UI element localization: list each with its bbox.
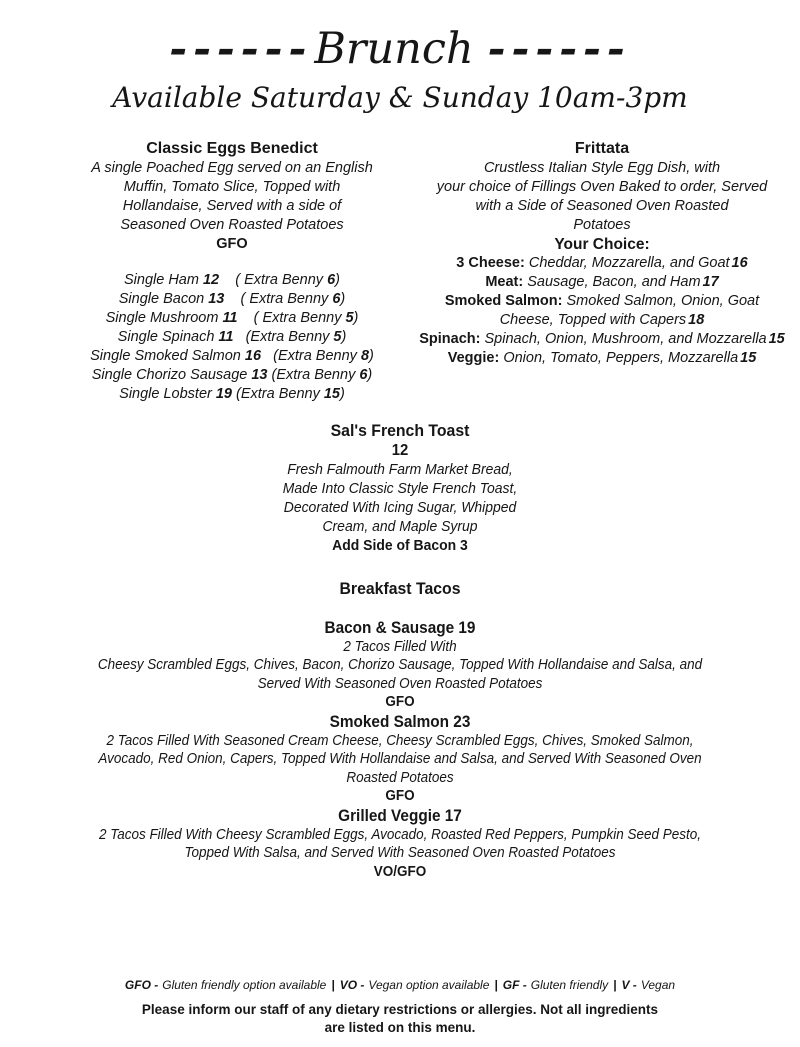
menu-option — [418, 330, 786, 349]
menu-top-columns — [0, 139, 800, 404]
item-extra-close: ) — [340, 290, 346, 307]
taco-description: 2 Tacos Filled With Cheesy Scrambled Eggs, Chives, Bacon, Chorizo Sausage, Topped With Hollandaise and Salsa, and Served With Seasoned Oven Roasted Potatoes — [97, 638, 703, 692]
option-price: 15 — [740, 349, 757, 366]
legend-description: Vegan option available — [368, 978, 490, 992]
french-toast-price: 12 — [391, 441, 409, 459]
legend-description: Vegan — [640, 978, 676, 992]
item-price: 11 — [222, 309, 238, 326]
menu-item — [78, 271, 386, 290]
item-price: 16 — [244, 347, 262, 364]
legend-code: VO - — [339, 978, 365, 992]
eggs-benedict-title: Classic Eggs Benedict — [146, 139, 318, 157]
breakfast-tacos-title: Breakfast Tacos — [339, 578, 461, 598]
item-extra-price: 8 — [360, 347, 370, 364]
legend-description: Gluten friendly option available — [162, 978, 327, 992]
taco-item-bacon-sausage — [28, 618, 772, 712]
option-label: Smoked Salmon: — [444, 292, 563, 309]
item-extra: ( Extra Benny — [240, 290, 329, 307]
taco-description: 2 Tacos Filled With Seasoned Cream Cheese, Cheesy Scrambled Eggs, Chives, Smoked Salmon, Avocado, Red Onion, Capers, Topped With Hollandaise and Salsa, and Served With Seasoned Oven Roasted Potatoes — [98, 732, 702, 786]
taco-badge: GFO — [385, 788, 415, 805]
item-extra-close: ) — [369, 347, 374, 364]
option-description: Smoked Salmon, Onion, Goat Cheese, Topped with Capers — [499, 292, 760, 328]
menu-item — [78, 328, 386, 347]
eggs-benedict-items — [78, 271, 386, 404]
option-description: Onion, Tomato, Peppers, Mozzarella — [503, 349, 739, 366]
menu-item — [78, 366, 386, 385]
section-breakfast-tacos — [28, 578, 772, 882]
menu-title — [0, 22, 800, 78]
menu-item — [78, 385, 386, 404]
menu-option — [418, 292, 786, 330]
item-name: Single Lobster — [119, 385, 212, 402]
option-description: Spinach, Onion, Mushroom, and Mozzarella — [484, 330, 767, 347]
taco-badge: GFO — [385, 694, 415, 711]
option-label: Meat: — [485, 273, 524, 290]
title-dashes-right: ------ — [487, 24, 631, 74]
option-price: 18 — [688, 311, 705, 328]
item-extra-close: ) — [367, 366, 373, 383]
taco-badge: VO/GFO — [373, 863, 427, 880]
item-extra-close: ) — [353, 309, 359, 326]
taco-name: Smoked Salmon 23 — [329, 712, 471, 731]
item-extra: (Extra Benny — [273, 347, 357, 364]
french-toast-title: Sal's French Toast — [330, 420, 470, 440]
item-extra-price: 6 — [327, 271, 336, 288]
section-frittata — [418, 139, 786, 404]
item-extra-price: 6 — [332, 290, 341, 307]
item-price: 12 — [202, 271, 220, 288]
french-toast-description: Fresh Falmouth Farm Market Bread, Made Into Classic Style French Toast, Decorated With Icing Sugar, Whipped Cream, and Maple Syrup — [282, 460, 518, 535]
item-extra-close: ) — [341, 328, 347, 345]
option-label: Spinach: — [419, 330, 481, 347]
menu-item — [78, 347, 386, 366]
legend-separator: | — [494, 978, 498, 992]
section-eggs-benedict — [78, 139, 386, 404]
option-price: 15 — [768, 330, 785, 347]
menu-option — [418, 349, 786, 368]
item-extra-price: 15 — [323, 385, 340, 402]
item-name: Single Chorizo Sausage — [91, 366, 248, 383]
taco-item-grilled-veggie — [28, 806, 772, 882]
item-extra-price: 5 — [345, 309, 354, 326]
section-french-toast — [28, 420, 772, 555]
allergy-notice: Please inform our staff of any dietary restrictions or allergies. Not all ingredients are listed on this menu. — [141, 1002, 659, 1035]
item-extra: (Extra Benny — [245, 328, 330, 345]
item-extra: (Extra Benny — [271, 366, 356, 383]
option-price: 16 — [731, 254, 748, 271]
frittata-choice-heading: Your Choice: — [554, 235, 650, 253]
legend-code: GF - — [502, 978, 527, 992]
legend-separator: | — [613, 978, 617, 992]
item-name: Single Spinach — [117, 328, 215, 345]
legend-separator: | — [331, 978, 335, 992]
option-price: 17 — [702, 273, 719, 290]
menu-title-text: Brunch — [314, 24, 474, 74]
item-extra: ( Extra Benny — [235, 271, 324, 288]
item-price: 13 — [208, 290, 225, 307]
menu-subtitle: Available Saturday & Sunday 10am-3pm — [112, 80, 688, 114]
option-label: 3 Cheese: — [456, 254, 525, 271]
menu-footer — [0, 977, 800, 1037]
menu-header — [0, 0, 800, 115]
taco-name: Bacon & Sausage 19 — [324, 618, 476, 637]
option-description: Cheddar, Mozzarella, and Goat — [528, 254, 730, 271]
legend-description: Gluten friendly — [530, 978, 609, 992]
item-extra-close: ) — [340, 385, 345, 402]
menu-item — [78, 309, 386, 328]
eggs-benedict-badge: GFO — [216, 235, 248, 252]
taco-name: Grilled Veggie 17 — [338, 806, 462, 825]
item-extra-price: 6 — [359, 366, 368, 383]
item-price: 11 — [218, 328, 234, 345]
item-name: Single Bacon — [118, 290, 205, 307]
item-extra-close: ) — [335, 271, 340, 288]
title-dashes-left: ------ — [169, 24, 313, 74]
taco-item-smoked-salmon — [28, 712, 772, 806]
frittata-title: Frittata — [574, 139, 630, 157]
item-name: Single Mushroom — [105, 309, 219, 326]
frittata-options — [418, 254, 786, 368]
item-extra: (Extra Benny — [236, 385, 320, 402]
item-price: 13 — [251, 366, 268, 383]
menu-item — [78, 290, 386, 309]
item-extra: ( Extra Benny — [253, 309, 342, 326]
taco-description: 2 Tacos Filled With Cheesy Scrambled Eggs, Avocado, Roasted Red Peppers, Pumpkin Seed Pesto, Topped With Salsa, and Served With Seasoned Oven Roasted Potatoes — [98, 826, 702, 862]
item-name: Single Smoked Salmon — [90, 347, 241, 364]
item-price: 19 — [215, 385, 232, 402]
legend-code: GFO - — [124, 978, 159, 992]
item-name: Single Ham — [124, 271, 199, 288]
menu-option — [418, 273, 786, 292]
option-description: Sausage, Bacon, and Ham — [527, 273, 701, 290]
frittata-description: Crustless Italian Style Egg Dish, with your choice of Fillings Oven Baked to order, Served with a Side of Seasoned Oven Roasted Potatoes — [436, 159, 768, 233]
legend-code: V - — [621, 978, 637, 992]
option-label: Veggie: — [447, 349, 500, 366]
item-extra-price: 5 — [333, 328, 342, 345]
dietary-legend — [0, 977, 800, 993]
eggs-benedict-description: A single Poached Egg served on an English Muffin, Tomato Slice, Topped with Hollandaise, Served with a side of Seasoned Oven Roasted Potatoes — [91, 159, 373, 233]
menu-option — [418, 254, 786, 273]
french-toast-addon: Add Side of Bacon 3 — [332, 536, 468, 554]
